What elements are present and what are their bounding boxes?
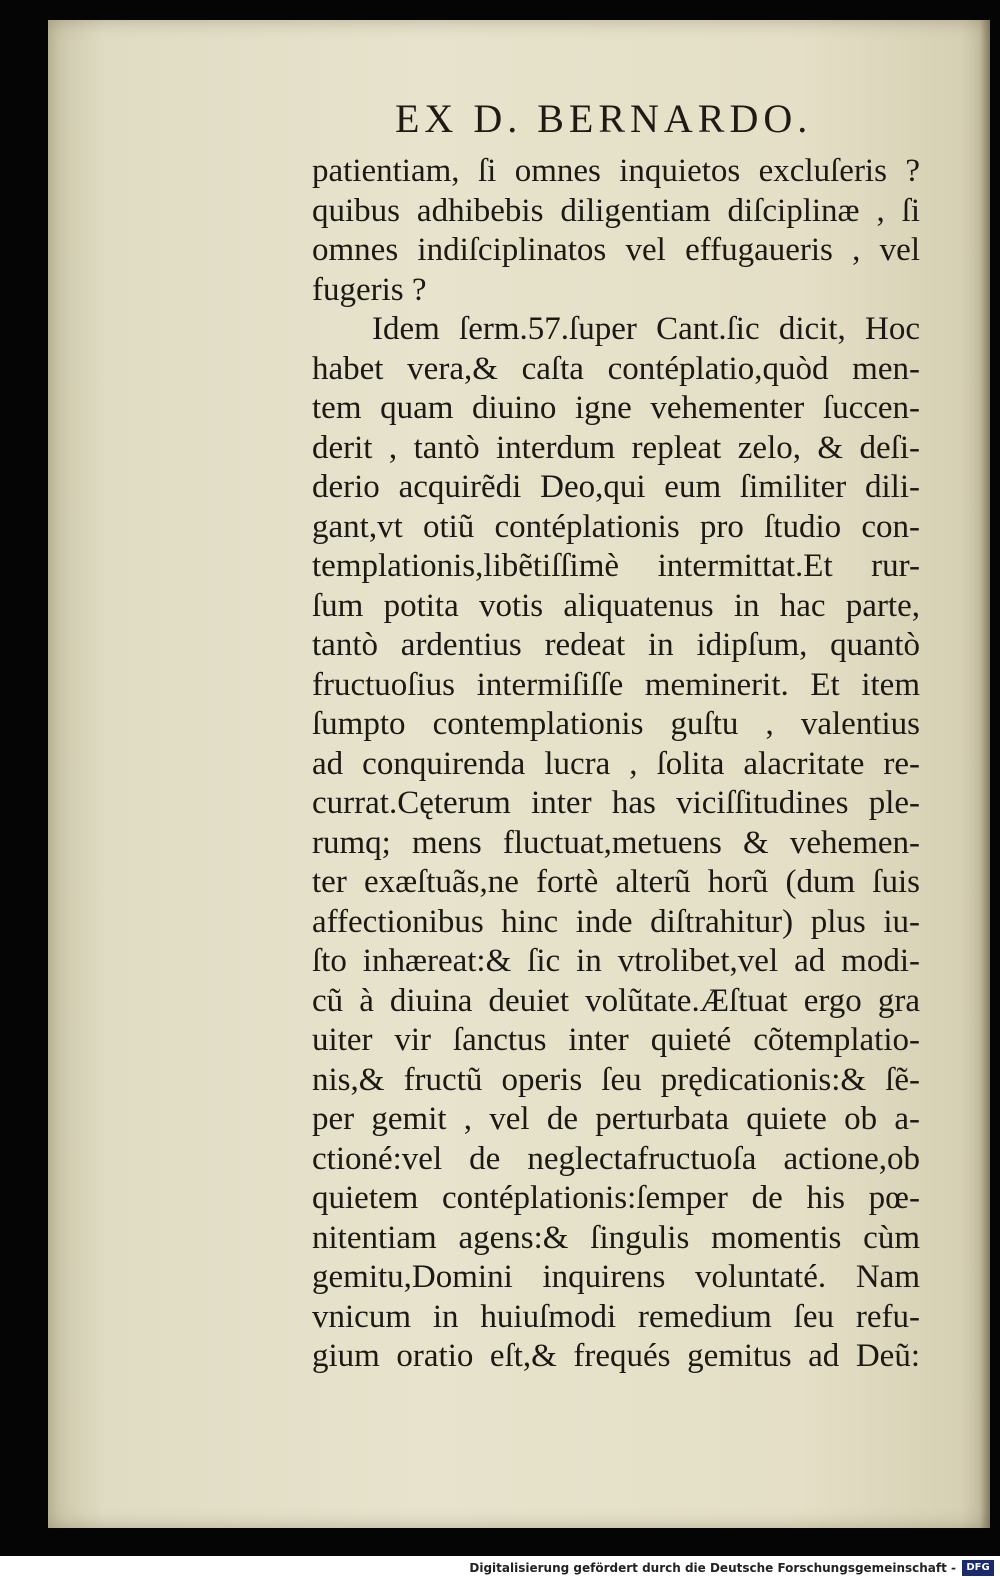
body-text [312, 152, 920, 1377]
text-line: rumq; mens fluctuat,metuens & vehemen- [312, 824, 920, 861]
text-line: affectionibus hinc inde diſtrahitur) plus iu- [312, 903, 920, 940]
text-line: ſumpto contemplationis guſtu , valentius [312, 706, 920, 742]
text-line: uiter vir ſanctus inter quieté cõtemplatio- [312, 1022, 920, 1058]
text-line: patientiam, ſi omnes inquietos excluſeris ? [312, 153, 920, 189]
text-line: fugeris ? [312, 271, 427, 308]
text-line: cũ à diuina deuiet volũtate.Æſtuat ergo gra [312, 982, 920, 1019]
text-line: quibus adhibebis diligentiam diſciplinæ , ſi [312, 192, 920, 229]
text-line: omnes indiſciplinatos vel effugaueris , vel [312, 232, 920, 268]
text-line: gant,vt otiũ contéplationis pro ſtudio con- [312, 508, 920, 545]
text-line: nis,& fructũ operis ſeu prędicationis:& ſẽ- [312, 1061, 920, 1098]
funding-credit: Digitalisierung gefördert durch die Deutsche Forschungsgemeinschaft - [469, 1561, 956, 1575]
text-line: ſto inhæreat:& ſic in vtrolibet,vel ad modi- [312, 943, 920, 979]
text-line: quietem contéplationis:ſemper de his pœ- [312, 1180, 920, 1216]
text-line: vnicum in huiuſmodi remedium ſeu refu- [312, 1298, 920, 1335]
text-line: ſum potita votis aliquatenus in hac parte, [312, 587, 920, 624]
text-line: habet vera,& caſta contéplatio,quòd men- [312, 350, 920, 387]
text-line: per gemit , vel de perturbata quiete ob a- [312, 1101, 920, 1137]
text-line: gium oratio eſt,& frequés gemitus ad Deũ: [312, 1338, 920, 1374]
text-line: derit , tantò interdum repleat zelo, & deſi- [312, 429, 920, 466]
text-line: currat.Cęterum inter has viciſſitudines ple- [312, 785, 920, 821]
text-line: tantò ardentius redeat in idipſum, quantò [312, 627, 920, 663]
text-line: gemitu,Domini inquirens voluntaté. Nam [312, 1259, 920, 1295]
running-head: EX D. BERNARDO. [395, 96, 813, 141]
funding-footer [0, 1556, 1000, 1580]
text-line: nitentiam agens:& ſingulis momentis cùm [312, 1219, 920, 1256]
text-line: ctioné:vel de neglectafructuoſa actione,ob [312, 1140, 920, 1177]
text-line: tem quam diuino igne vehementer ſuccen- [312, 390, 920, 426]
text-line: templationis,libẽtiſſimè intermittat.Et rur- [312, 548, 920, 584]
text-line: ter exæſtuãs,ne fortè alterũ horũ (dum ſuis [312, 864, 920, 900]
text-line: fructuoſius intermiſiſſe meminerit. Et item [312, 666, 920, 703]
page-edge-shadow [980, 20, 990, 1528]
text-line: derio acquirẽdi Deo,qui eum ſimiliter dili- [312, 469, 920, 505]
text-line: Idem ſerm.57.ſuper Cant.ſic dicit, Hoc [372, 311, 920, 347]
dfg-logo-icon: DFG [962, 1560, 994, 1576]
text-line: ad conquirenda lucra , ſolita alacritate re- [312, 745, 920, 782]
